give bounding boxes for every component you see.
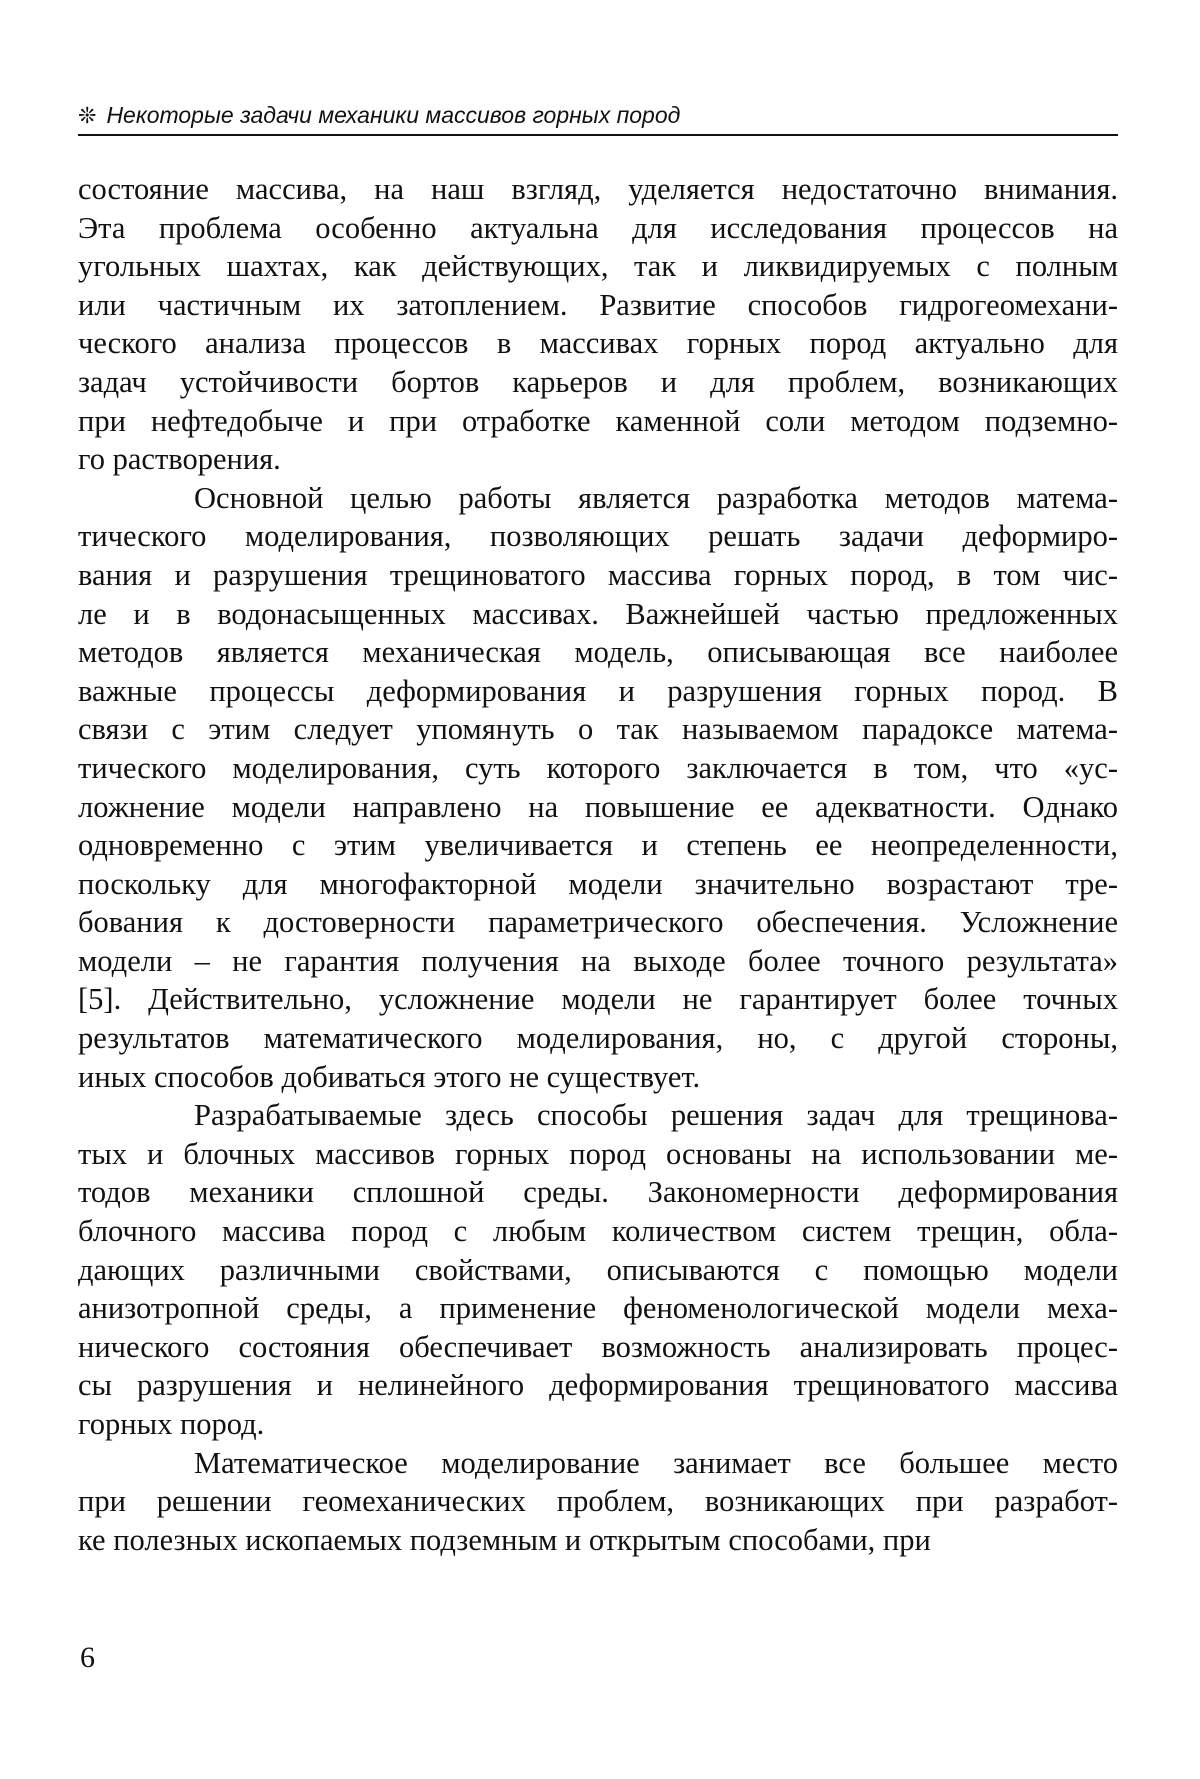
text-line: дающих различными свойствами, описываются с помощью модели	[78, 1252, 1118, 1287]
header-rule	[78, 134, 1118, 136]
paragraph	[78, 1096, 1118, 1443]
paragraph	[78, 479, 1118, 1097]
text-line: связи с этим следует упомянуть о так называемом парадоксе матема-	[78, 712, 1118, 747]
text-line: ческого анализа процессов в массивах горных пород актуально для	[78, 326, 1118, 361]
text-line: вания и разрушения трещиноватого массива горных пород, в том чис-	[78, 557, 1118, 592]
text-line: ке полезных ископаемых подземным и открытым способами, при	[78, 1522, 931, 1557]
text-line: тического моделирования, суть которого заключается в том, что «ус-	[78, 750, 1118, 785]
text-line: результатов математического моделирования, но, с другой стороны,	[78, 1021, 1118, 1056]
text-line: Разрабатываемые здесь способы решения задач для трещинова-	[194, 1098, 1118, 1133]
body-text	[78, 170, 1118, 1559]
text-line: состояние массива, на наш взгляд, уделяется недостаточно внимания.	[78, 172, 1118, 206]
paragraph	[78, 1444, 1118, 1560]
text-line: угольных шахтах, как действующих, так и ликвидируемых с полным	[78, 249, 1118, 284]
text-line: горных пород.	[78, 1407, 265, 1441]
text-line: сы разрушения и нелинейного деформирования трещиноватого массива	[78, 1368, 1118, 1403]
text-line: го растворения.	[78, 442, 281, 477]
running-header	[78, 100, 1118, 131]
text-line: методов является механическая модель, описывающая все наиболее	[78, 635, 1118, 670]
text-line: ле и в водонасыщенных массивах. Важнейшей частью предложенных	[78, 596, 1118, 631]
page-number: 6	[80, 1641, 95, 1674]
text-line: поскольку для многофакторной модели значительно возрастают тре-	[78, 866, 1118, 901]
text-line: нического состояния обеспечивает возможность анализировать процес-	[78, 1329, 1118, 1364]
text-line: бования к достоверности параметрического обеспечения. Усложнение	[78, 905, 1118, 940]
text-line: тых и блочных массивов горных пород основаны на использовании ме-	[78, 1136, 1118, 1171]
text-line: тодов механики сплошной среды. Закономерности деформирования	[78, 1175, 1118, 1210]
text-line: Эта проблема особенно актуальна для исследования процессов на	[78, 210, 1118, 245]
text-line: одновременно с этим увеличивается и степень ее неопределенности,	[78, 828, 1118, 863]
text-line: Основной целью работы является разработка методов матема-	[194, 480, 1118, 515]
text-line: тического моделирования, позволяющих решать задачи деформиро-	[78, 519, 1118, 554]
text-line: иных способов добиваться этого не существует.	[78, 1059, 701, 1094]
ornament-icon: ❊	[78, 103, 97, 128]
running-title: Некоторые задачи механики массивов горных пород	[106, 102, 681, 128]
text-line: блочного массива пород с любым количеством систем трещин, обла-	[78, 1214, 1118, 1249]
text-line: или частичным их затоплением. Развитие способов гидрогеомехани-	[78, 287, 1118, 322]
text-line: Математическое моделирование занимает все большее место	[194, 1445, 1118, 1480]
text-line: анизотропной среды, а применение феноменологической модели меха-	[78, 1291, 1118, 1326]
text-line: при решении геомеханических проблем, возникающих при разработ-	[78, 1484, 1118, 1519]
text-line: задач устойчивости бортов карьеров и для проблем, возникающих	[78, 364, 1118, 399]
text-line: [5]. Действительно, усложнение модели не гарантирует более точных	[78, 982, 1118, 1017]
text-line: важные процессы деформирования и разрушения горных пород. В	[78, 673, 1118, 708]
text-line: ложнение модели направлено на повышение ее адекватности. Однако	[78, 789, 1118, 824]
text-line: модели – не гарантия получения на выходе более точного результата»	[78, 943, 1118, 978]
text-line: при нефтедобыче и при отработке каменной соли методом подземно-	[78, 403, 1118, 438]
paragraph	[78, 170, 1118, 479]
